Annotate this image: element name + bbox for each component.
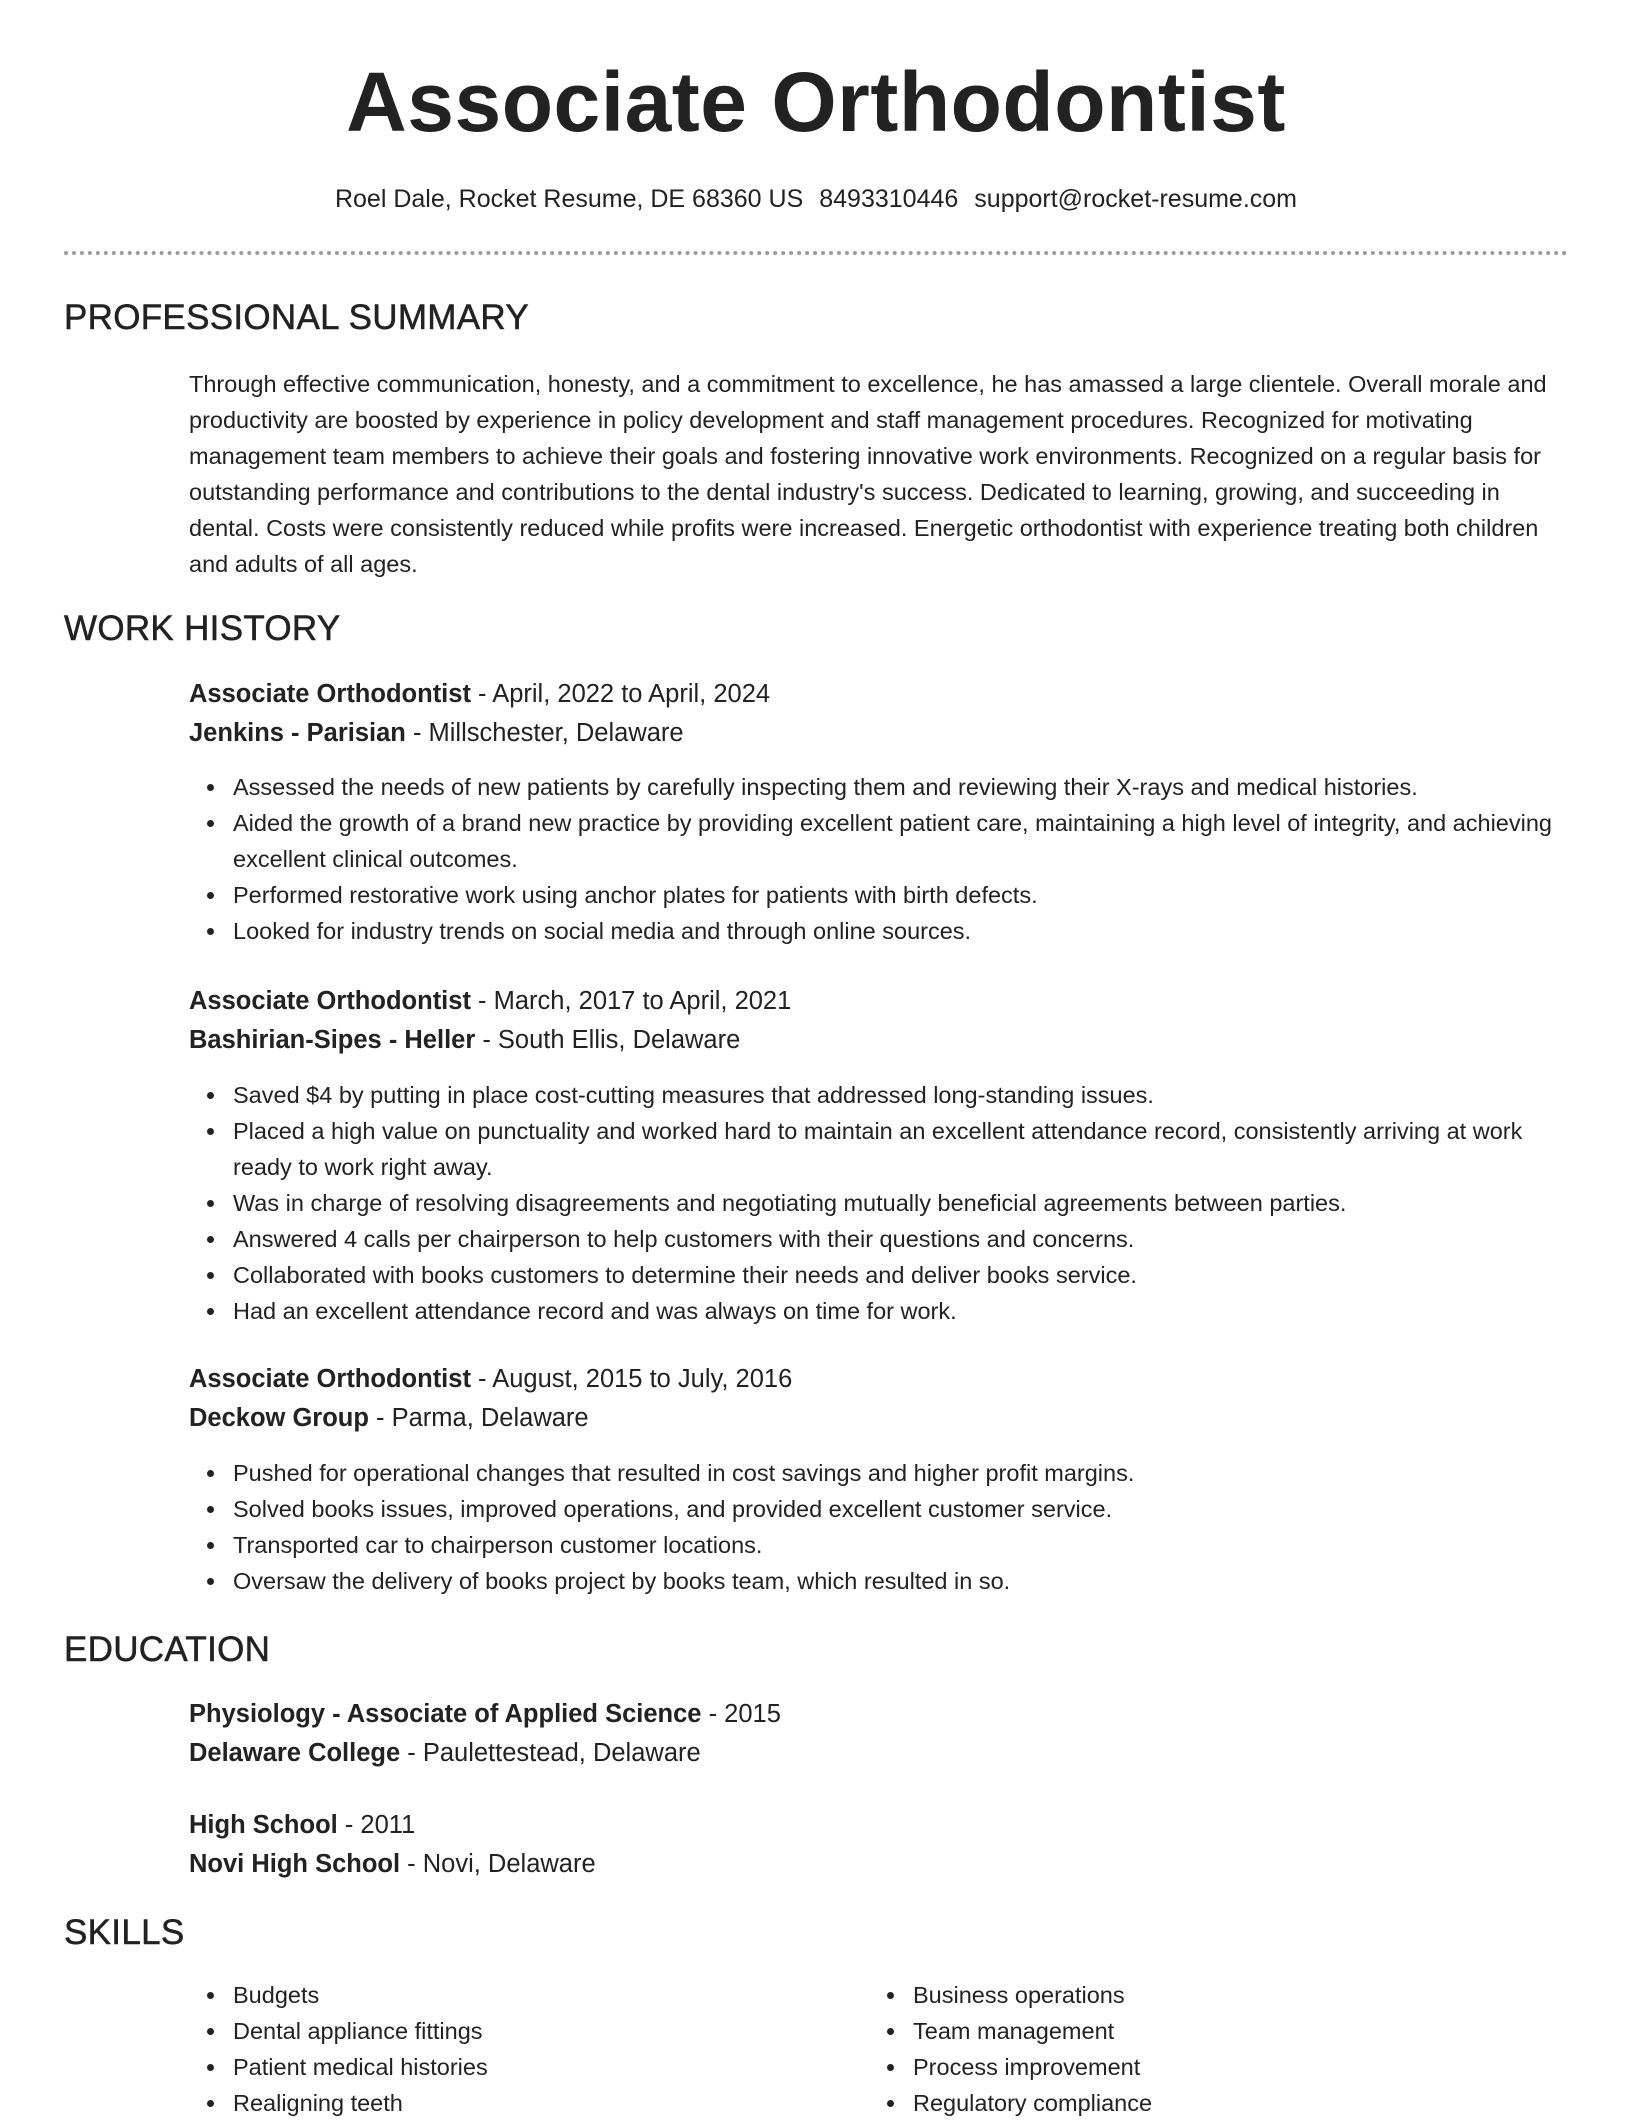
education-school: Delaware College — [189, 1739, 401, 1767]
contact-address: Roel Dale, Rocket Resume, DE 68360 US — [334, 185, 804, 213]
skill-item: Budgets — [189, 1977, 829, 2013]
job-dates: - August, 2015 to July, 2016 — [470, 1365, 793, 1393]
job-title: Associate Orthodontist — [189, 1365, 471, 1393]
education-school: Novi High School — [189, 1850, 401, 1878]
skill-item: Dental appliance fittings — [189, 2013, 829, 2049]
summary-paragraph: Through effective communication, honesty, and a commitment to excellence, he has amassed a large clientele. Overall morale and productivity are boosted by experience in policy development and staff management procedures. Recognized for motivating management team members to achieve their goals and fostering innovative work environments. Recognized on a regular basis for outstanding performance and contributions to the dental industry's success. Dedicated to learning, growing, and succeeding in dental. Costs were consistently reduced while profits were increased. Energetic orthodontist with experience treating both children and adults of all ages. — [189, 371, 1547, 577]
job-bullet: Solved books issues, improved operations, and provided excellent customer service. — [189, 1491, 1569, 1527]
contact-line — [0, 182, 1632, 216]
job-bullet: Saved $4 by putting in place cost-cutting measures that addressed long-standing issues. — [189, 1077, 1569, 1113]
education-school-line — [189, 1734, 1569, 1773]
job-dates: - March, 2017 to April, 2021 — [470, 987, 792, 1015]
skill-item: Process improvement — [869, 2049, 1509, 2085]
job-bullet: Performed restorative work using anchor plates for patients with birth defects. — [189, 877, 1569, 913]
section-heading-work-history: WORK HISTORY — [64, 609, 341, 648]
job-bullet: Answered 4 calls per chairperson to help customers with their questions and concerns. — [189, 1221, 1569, 1257]
job-entry — [189, 1360, 1569, 1438]
education-location: - Novi, Delaware — [400, 1850, 596, 1878]
job-entry — [189, 982, 1569, 1060]
skill-item: Business operations — [869, 1977, 1509, 2013]
education-location: - Paulettestead, Delaware — [400, 1739, 701, 1767]
education-degree: High School — [189, 1811, 338, 1839]
job-bullet: Looked for industry trends on social media and through online sources. — [189, 913, 1569, 949]
contact-phone: 8493310446 — [819, 185, 959, 213]
job-bullet: Placed a high value on punctuality and worked hard to maintain an excellent attendance record, consistently arriving at work ready to work right away. — [189, 1113, 1569, 1185]
job-location: - South Ellis, Delaware — [475, 1026, 741, 1054]
job-dates: - April, 2022 to April, 2024 — [470, 680, 771, 708]
education-degree-line — [189, 1695, 1569, 1734]
job-title-line — [189, 982, 1569, 1021]
job-location: - Millschester, Delaware — [405, 719, 684, 747]
job-bullet-list — [189, 1455, 1569, 1599]
job-company-line — [189, 1399, 1569, 1438]
job-bullet: Transported car to chairperson customer locations. — [189, 1527, 1569, 1563]
job-location: - Parma, Delaware — [368, 1404, 589, 1432]
skills-list-left — [189, 1977, 829, 2121]
job-title: Associate Orthodontist — [189, 680, 471, 708]
resume-title: Associate Orthodontist — [346, 55, 1286, 149]
skill-item: Realigning teeth — [189, 2085, 829, 2121]
job-bullet: Pushed for operational changes that resulted in cost savings and higher profit margins. — [189, 1455, 1569, 1491]
job-bullet-list — [189, 1077, 1569, 1329]
education-degree: Physiology - Associate of Applied Science — [189, 1700, 702, 1728]
job-company: Deckow Group — [189, 1404, 369, 1432]
skill-item: Patient medical histories — [189, 2049, 829, 2085]
job-title-line — [189, 1360, 1569, 1399]
header-divider — [64, 251, 1568, 255]
job-company: Bashirian-Sipes - Heller — [189, 1026, 476, 1054]
skill-item: Team management — [869, 2013, 1509, 2049]
job-title-line — [189, 675, 1569, 714]
job-bullet: Oversaw the delivery of books project by books team, which resulted in so. — [189, 1563, 1569, 1599]
section-heading-skills: SKILLS — [64, 1913, 185, 1952]
education-entry — [189, 1695, 1569, 1773]
job-bullet: Had an excellent attendance record and was always on time for work. — [189, 1293, 1569, 1329]
education-year: - 2015 — [701, 1700, 781, 1728]
job-bullet: Assessed the needs of new patients by carefully inspecting them and reviewing their X-rays and medical histories. — [189, 769, 1569, 805]
job-company: Jenkins - Parisian — [189, 719, 406, 747]
job-title: Associate Orthodontist — [189, 987, 471, 1015]
job-bullet: Was in charge of resolving disagreements and negotiating mutually beneficial agreements between parties. — [189, 1185, 1569, 1221]
skills-list-right — [869, 1977, 1509, 2121]
education-school-line — [189, 1845, 1569, 1884]
job-bullet: Aided the growth of a brand new practice by providing excellent patient care, maintaining a high level of integrity, and achieving excellent clinical outcomes. — [189, 805, 1569, 877]
education-degree-line — [189, 1806, 1569, 1845]
contact-email: support@rocket-resume.com — [974, 185, 1298, 213]
job-entry — [189, 675, 1569, 753]
job-company-line — [189, 1021, 1569, 1060]
education-entry — [189, 1806, 1569, 1884]
section-heading-summary: PROFESSIONAL SUMMARY — [64, 298, 529, 337]
education-year: - 2011 — [337, 1811, 416, 1839]
skill-item: Regulatory compliance — [869, 2085, 1509, 2121]
section-heading-education: EDUCATION — [64, 1630, 271, 1669]
job-bullet-list — [189, 769, 1569, 949]
job-bullet: Collaborated with books customers to determine their needs and deliver books service. — [189, 1257, 1569, 1293]
job-company-line — [189, 714, 1569, 753]
